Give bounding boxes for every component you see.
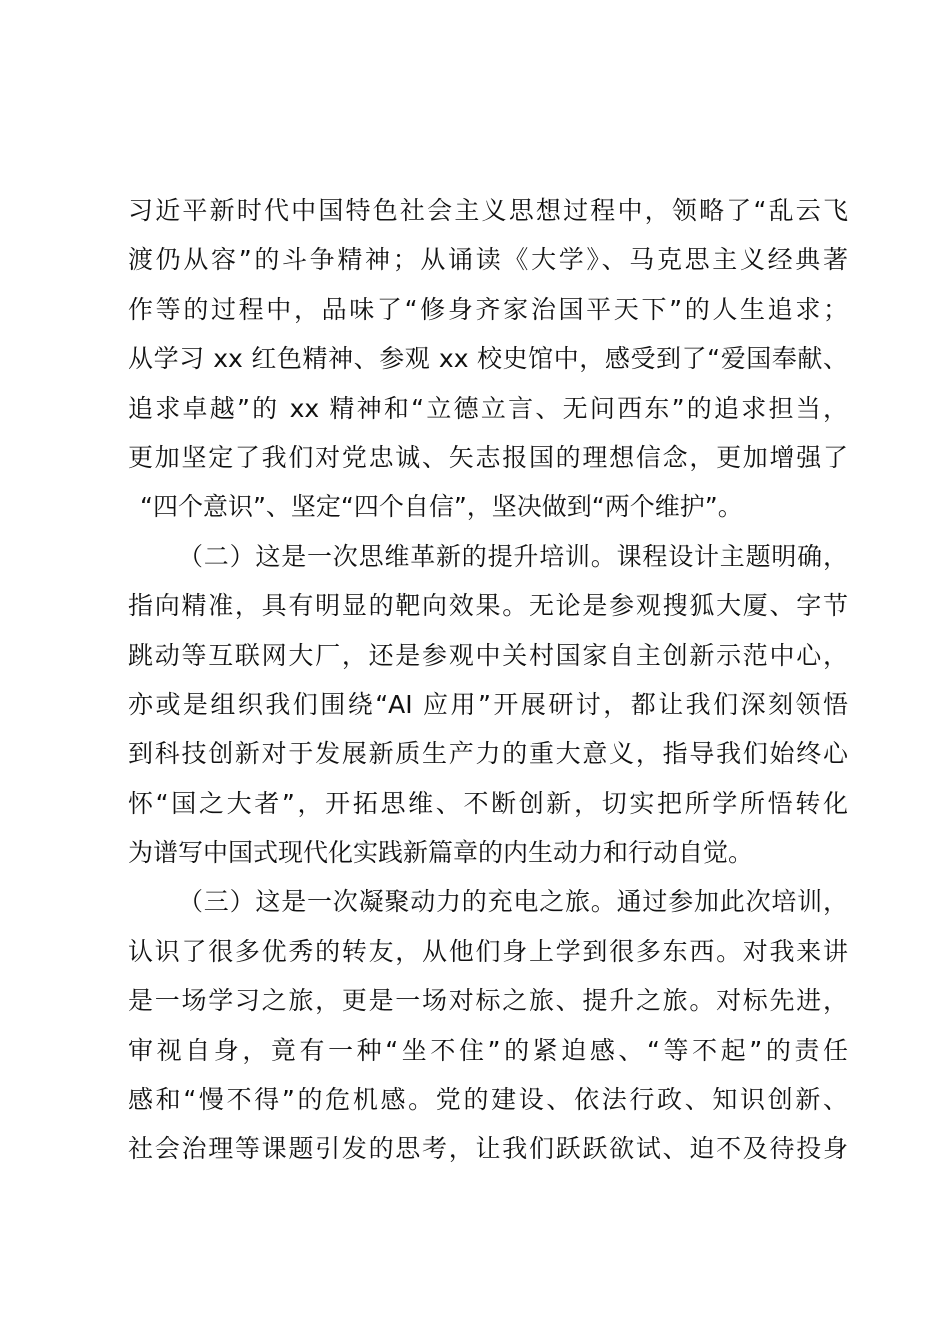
text-line: 从学习 xx 红色精神、参观 xx 校史馆中，感受到了“爱国奉献、 xyxy=(128,344,848,374)
text-line: 作等的过程中，品味了“修身齐家治国平天下”的人生追求； xyxy=(128,294,848,324)
text-line: 社会治理等课题引发的思考，让我们跃跃欲试、迫不及待投身 xyxy=(128,1134,848,1164)
text-line: 追求卓越”的 xx 精神和“立德立言、无问西东”的追求担当， xyxy=(128,393,848,423)
text-line: 认识了很多优秀的转友，从他们身上学到很多东西。对我来讲 xyxy=(128,936,848,966)
paragraph-start-line: （三）这是一次凝聚动力的充电之旅。通过参加此次培训， xyxy=(178,887,848,917)
text-line: 到科技创新对于发展新质生产力的重大意义，指导我们始终心 xyxy=(128,739,848,769)
text-line: 亦或是组织我们围绕“AI 应用”开展研讨，都让我们深刻领悟 xyxy=(128,689,848,719)
text-line: 指向精准，具有明显的靶向效果。无论是参观搜狐大厦、字节 xyxy=(128,591,848,621)
text-line: 为谱写中国式现代化实践新篇章的内生动力和行动自觉。 xyxy=(128,838,754,868)
document-body xyxy=(128,186,848,1174)
text-line: 更加坚定了我们对党忠诚、矢志报国的理想信念，更加增强了 xyxy=(128,442,848,472)
text-line: 感和“慢不得”的危机感。党的建设、依法行政、知识创新、 xyxy=(128,1085,848,1115)
text-line: 跳动等互联网大厂，还是参观中关村国家自主创新示范中心， xyxy=(128,640,848,670)
text-line: 怀“国之大者”，开拓思维、不断创新，切实把所学所悟转化 xyxy=(128,788,848,818)
text-line: 渡仍从容”的斗争精神；从诵读《大学》、马克思主义经典著 xyxy=(128,245,848,275)
paragraph-start-line: （二）这是一次思维革新的提升培训。课程设计主题明确， xyxy=(178,541,848,571)
text-line: 审视自身，竟有一种“坐不住”的紧迫感、“等不起”的责任 xyxy=(128,1035,848,1065)
text-line: “四个意识”、坚定“四个自信”，坚决做到“两个维护”。 xyxy=(140,492,743,522)
text-line: 习近平新时代中国特色社会主义思想过程中，领略了“乱云飞 xyxy=(128,196,848,225)
text-line: 是一场学习之旅，更是一场对标之旅、提升之旅。对标先进， xyxy=(128,986,848,1016)
